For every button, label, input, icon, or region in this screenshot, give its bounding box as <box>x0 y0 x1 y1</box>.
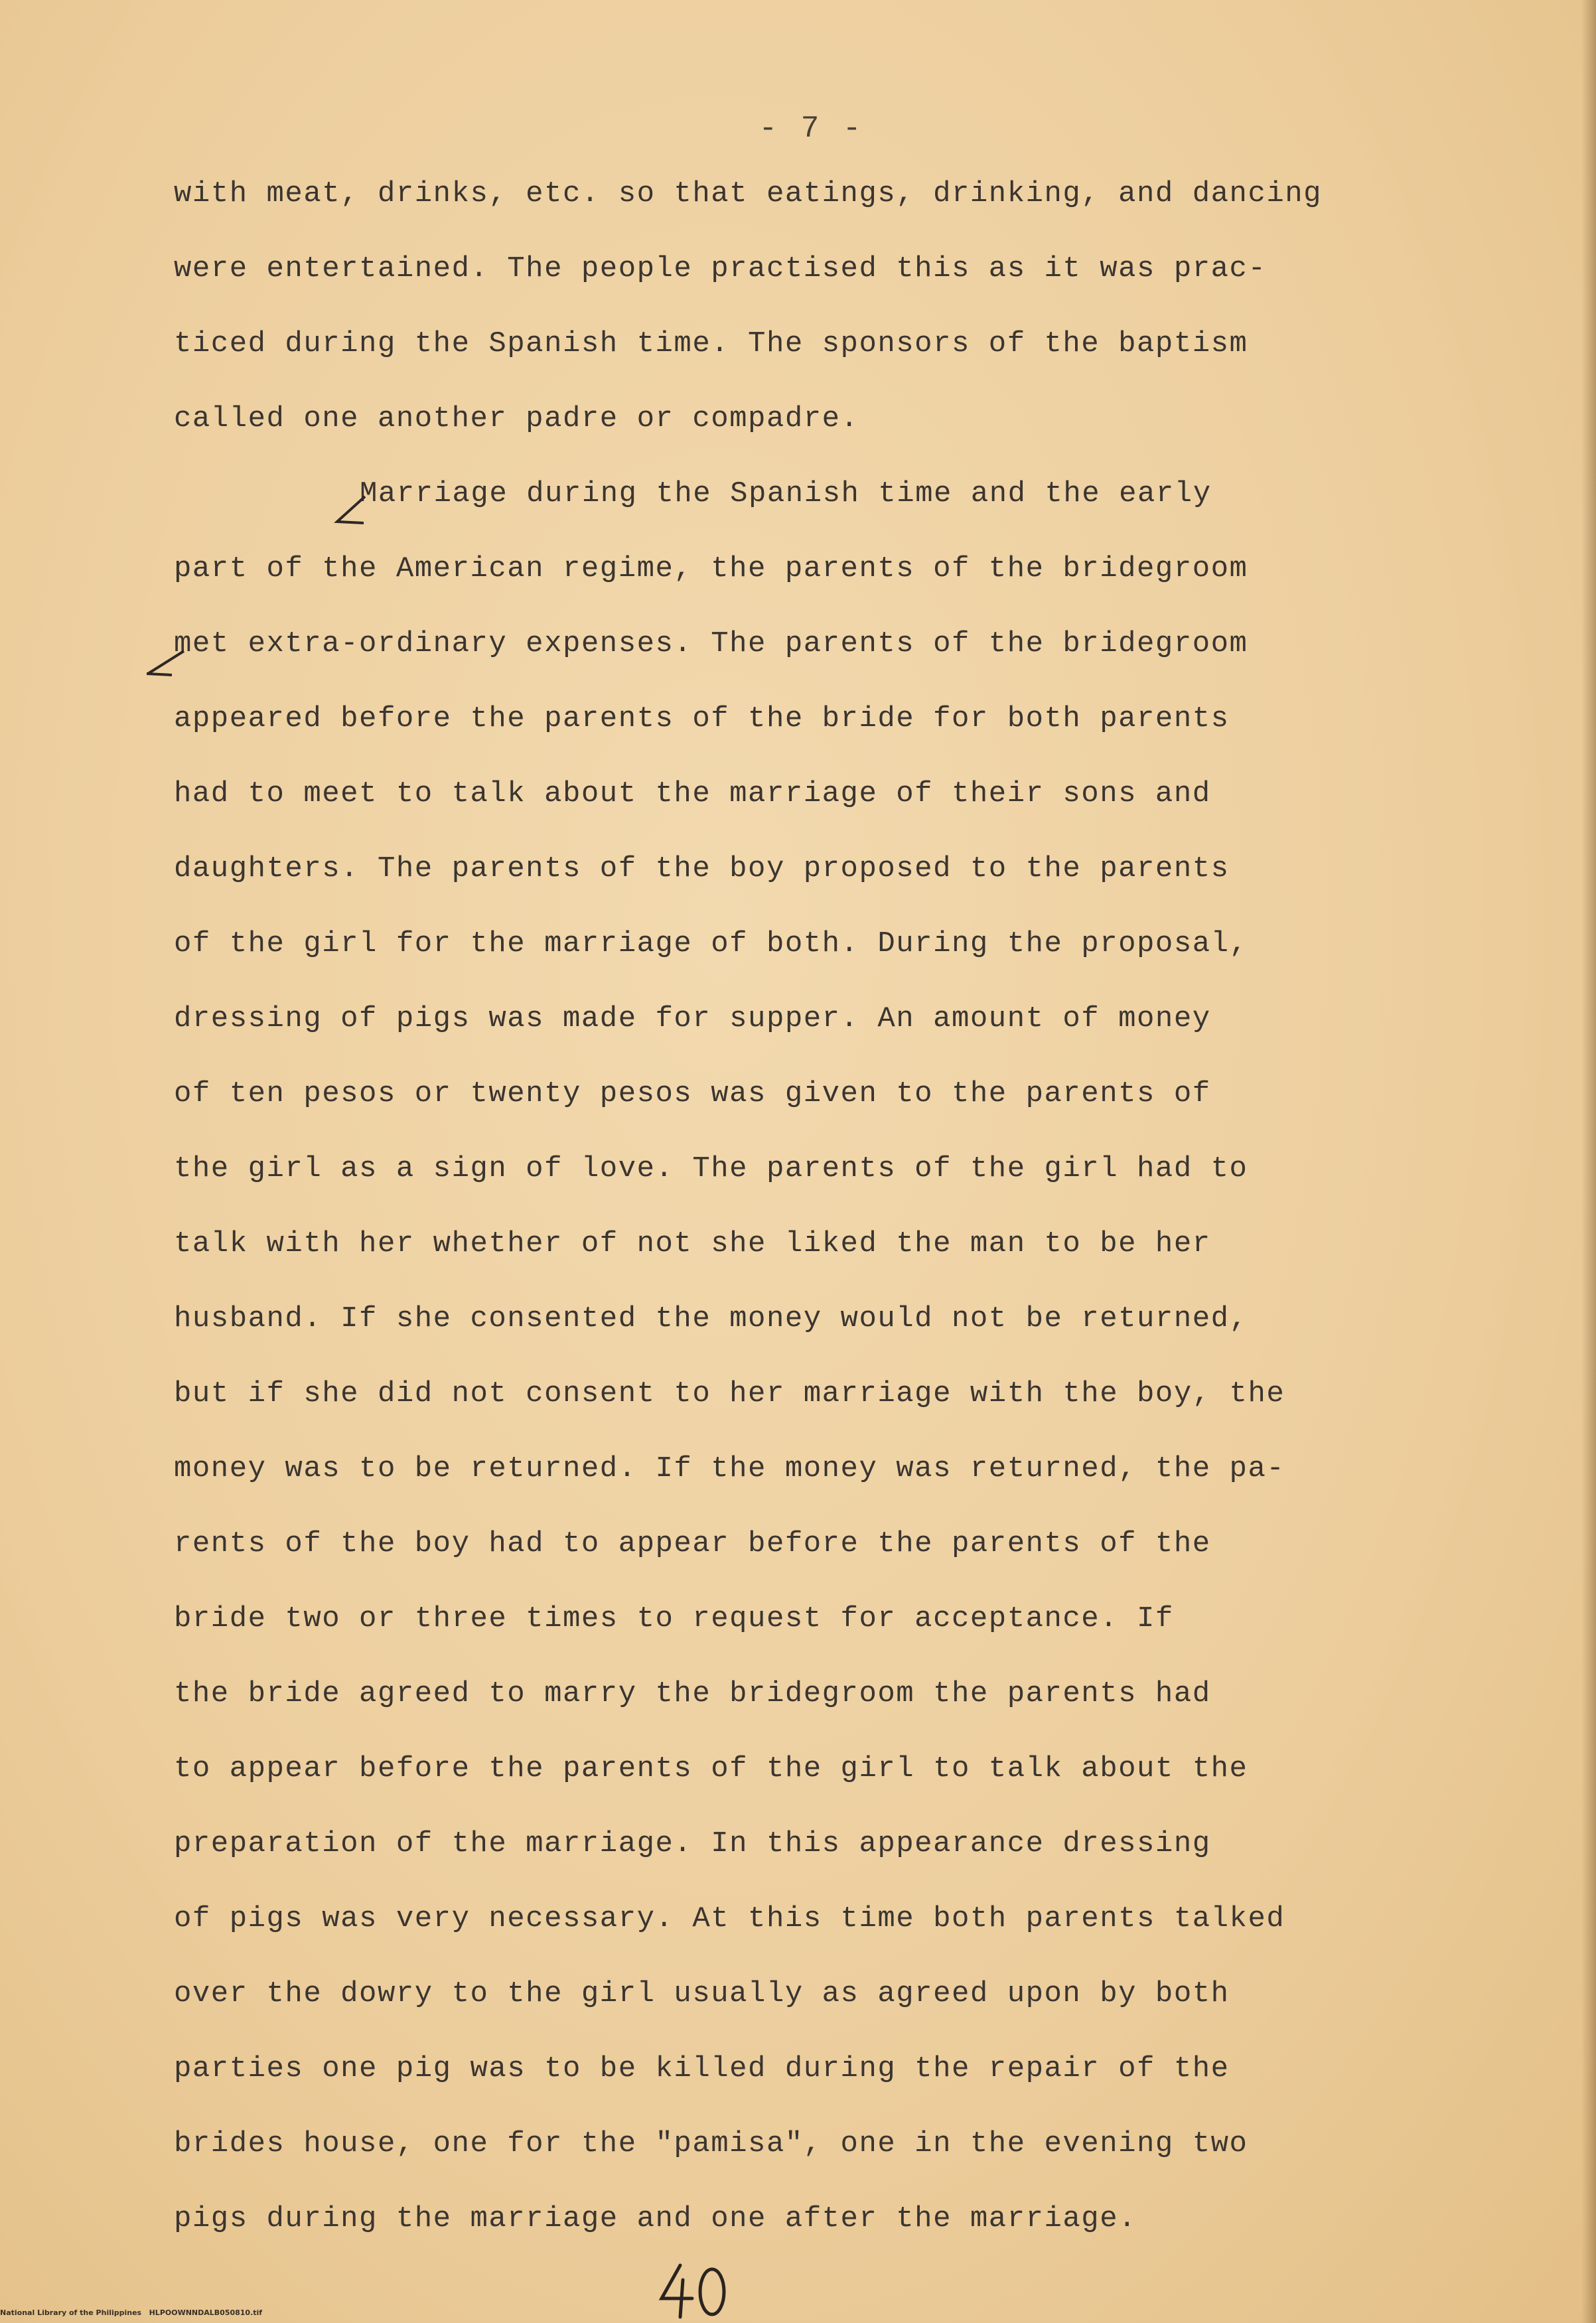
text-line: money was to be returned. If the money was returned, the pa- <box>174 1452 1285 1485</box>
text-line: talk with her whether of not she liked the man to be her <box>174 1227 1211 1260</box>
text-line: but if she did not consent to her marriage with the boy, the <box>174 1377 1285 1410</box>
page-number: - 7 - <box>759 112 864 146</box>
page-edge-shadow <box>1581 0 1596 2323</box>
text-line: to appear before the parents of the girl to talk about the <box>174 1752 1248 1785</box>
handwritten-page-number <box>654 2260 733 2320</box>
text-line: the bride agreed to marry the bridegroom the parents had <box>174 1677 1211 1710</box>
text-line: rents of the boy had to appear before the parents of the <box>174 1527 1211 1560</box>
archive-footer: National Library of the Philippines HLPOOWNNDALB050810.tif <box>0 2308 263 2317</box>
paragraph-mark-icon <box>143 647 189 680</box>
text-line: appeared before the parents of the bride for both parents <box>174 702 1230 735</box>
text-line: husband. If she consented the money would not be returned, <box>174 1302 1248 1335</box>
text-line: bride two or three times to request for acceptance. If <box>174 1602 1174 1635</box>
text-line: ticed during the Spanish time. The sponsors of the baptism <box>174 327 1248 360</box>
text-line: with meat, drinks, etc. so that eatings, drinking, and dancing <box>174 177 1323 210</box>
text-line: brides house, one for the "pamisa", one in the evening two <box>174 2127 1248 2160</box>
text-line: met extra-ordinary expenses. The parents of the bridegroom <box>174 627 1248 660</box>
text-line: over the dowry to the girl usually as agreed upon by both <box>174 1977 1230 2010</box>
text-line: the girl as a sign of love. The parents of the girl had to <box>174 1152 1248 1185</box>
text-line: pigs during the marriage and one after the marriage. <box>174 2202 1137 2235</box>
text-line: dressing of pigs was made for supper. An amount of money <box>174 1002 1211 1035</box>
paragraph-mark-icon <box>332 491 372 531</box>
text-line: of the girl for the marriage of both. During the proposal, <box>174 927 1248 960</box>
text-line: of pigs was very necessary. At this time both parents talked <box>174 1902 1285 1935</box>
text-line: of ten pesos or twenty pesos was given to the parents of <box>174 1077 1211 1110</box>
text-line: called one another padre or compadre. <box>174 402 859 435</box>
text-line: parties one pig was to be killed during the repair of the <box>174 2052 1230 2085</box>
paragraph-start-line: Marriage during the Spanish time and the early <box>360 477 1212 510</box>
text-line: daughters. The parents of the boy proposed to the parents <box>174 852 1230 885</box>
text-line: preparation of the marriage. In this appearance dressing <box>174 1827 1211 1860</box>
text-line: part of the American regime, the parents of the bridegroom <box>174 552 1248 585</box>
text-line: were entertained. The people practised this as it was prac- <box>174 252 1267 285</box>
text-line: had to meet to talk about the marriage of their sons and <box>174 777 1211 810</box>
